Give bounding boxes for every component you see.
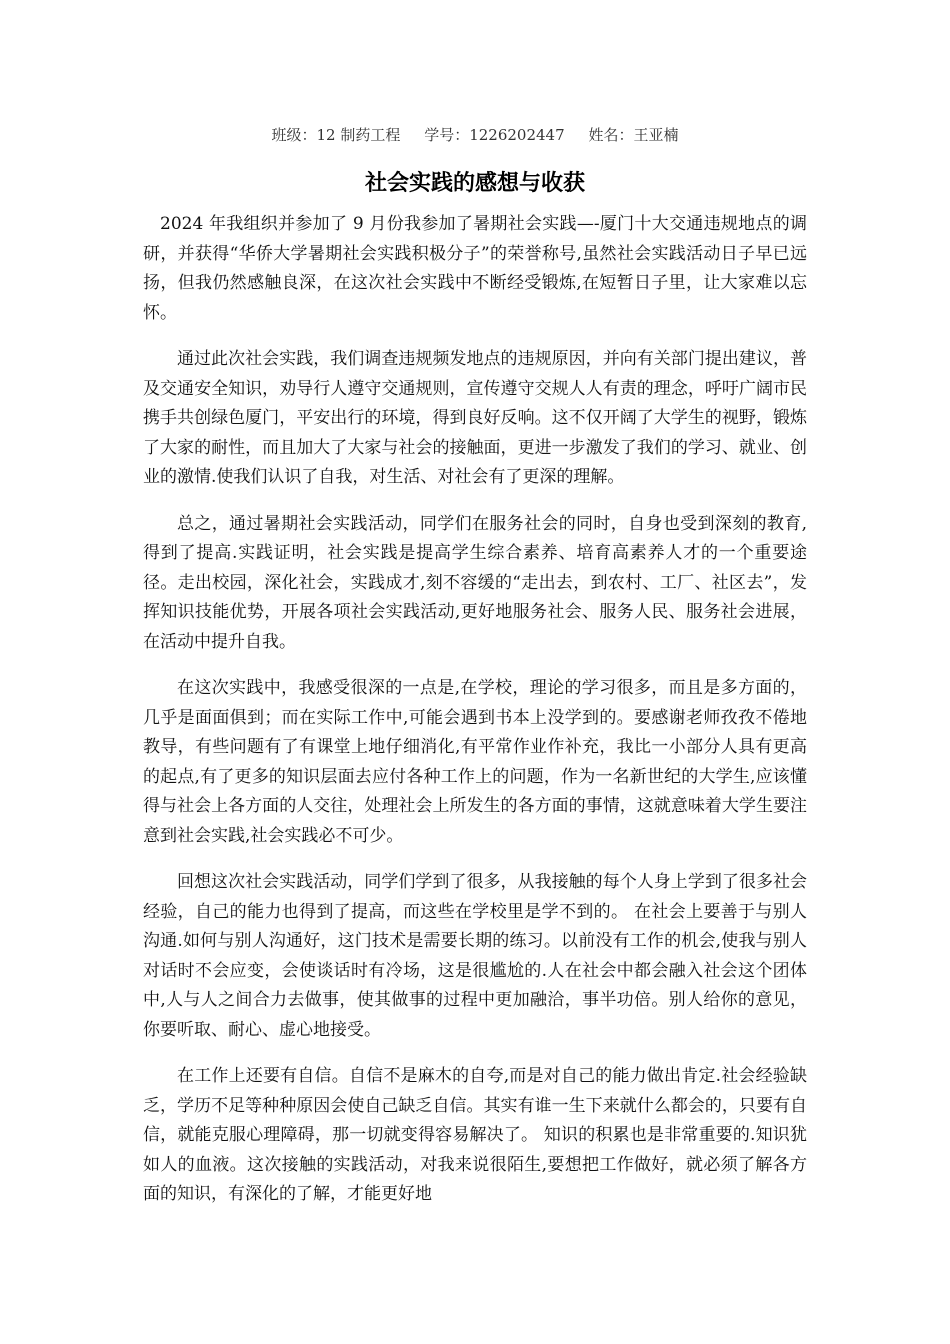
- paragraph-1: 2024 年我组织并参加了 9 月份我参加了暑期社会实践—-厦门十大交通违规地点的调研，并获得“华侨大学暑期社会实践积极分子”的荣誉称号,虽然社会实践活动日子早已远扬，但我仍然感触良深，在这次社会实践中不断经受锻炼,在短暂日子里，让大家难以忘怀。: [143, 214, 807, 323]
- document-body: [143, 210, 807, 1227]
- paragraph-3: 总之，通过暑期社会实践活动，同学们在服务社会的同时，自身也受到深刻的教育,得到了提高.实践证明，社会实践是提高学生综合素养、培育高素养人才的一个重要途径。走出校园，深化社会，实践成才,刻不容缓的“走出去，到农村、工厂、社区去”，发挥知识技能优势，开展各项社会实践活动,更好地服务社会、服务人民、服务社会进展，在活动中提升自我。: [143, 513, 807, 652]
- paragraph-2: 通过此次社会实践，我们调查违规频发地点的违规原因，并向有关部门提出建议，普及交通安全知识，劝导行人遵守交通规则，宣传遵守交规人人有责的理念，呼吁广阔市民携手共创绿色厦门，平安出行的环境，得到良好反响。这不仅开阔了大学生的视野，锻炼了大家的耐性，而且加大了大家与社会的接触面，更进一步激发了我们的学习、就业、创业的激情.使我们认识了自我，对生活、对社会有了更深的理解。: [143, 349, 807, 487]
- paragraph-5: 回想这次社会实践活动，同学们学到了很多，从我接触的每个人身上学到了很多社会经验，自己的能力也得到了提高，而这些在学校里是学不到的。 在社会上要善于与别人沟通.如何与别人沟通好，这门技术是需要长期的练习。以前没有工作的机会,使我与别人对话时不会应变，会使谈话时有冷场，这是很尴尬的.人在社会中都会融入社会这个团体中,人与人之间合力去做事，使其做事的过程中更加融洽，事半功倍。别人给你的意见，你要听取、耐心、虚心地接受。: [143, 872, 807, 1040]
- document-title: 社会实践的感想与收获: [364, 170, 585, 196]
- paragraph-6: 在工作上还要有自信。自信不是麻木的自夸,而是对自己的能力做出肯定.社会经验缺乏，学历不足等种种原因会使自己缺乏自信。其实有谁一生下来就什么都会的，只要有自信，就能克服心理障碍，那一切就变得容易解决了。 知识的积累也是非常重要的.知识犹如人的血液。这次接触的实践活动，对我来说很陌生,要想把工作做好，就必须了解各方面的知识，有深化的了解，才能更好地: [143, 1066, 807, 1204]
- student-info-line: 班级：12 制药工程 学号：1226202447 姓名：王亚楠: [271, 126, 679, 144]
- paragraph-4: 在这次实践中，我感受很深的一点是,在学校，理论的学习很多，而且是多方面的，几乎是面面俱到；而在实际工作中,可能会遇到书本上没学到的。要感谢老师孜孜不倦地教导，有些问题有了有课堂上地仔细消化,有平常作业作补充，我比一小部分人具有更高的起点,有了更多的知识层面去应付各种工作上的问题，作为一名新世纪的大学生,应该懂得与社会上各方面的人交往，处理社会上所发生的各方面的事情，这就意味着大学生要注意到社会实践,社会实践必不可少。: [143, 678, 807, 846]
